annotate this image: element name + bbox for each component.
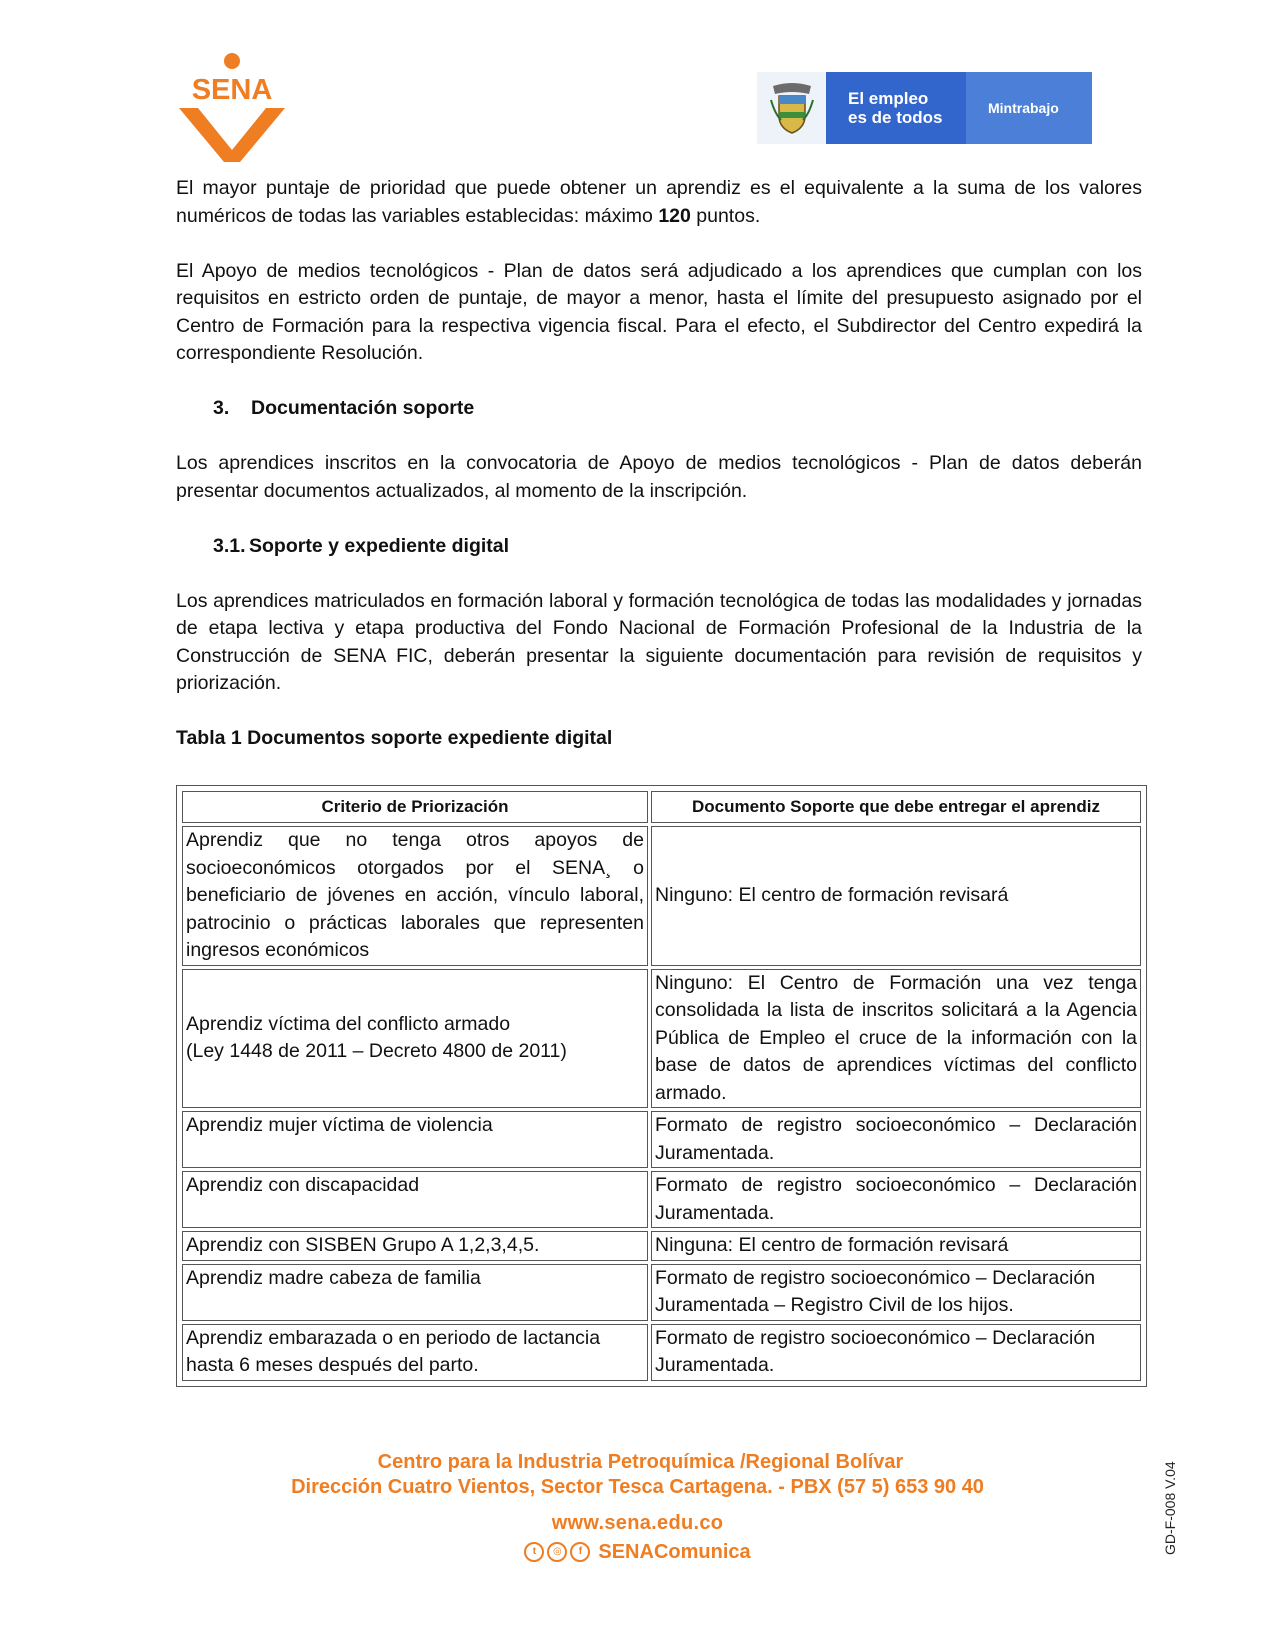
table-cell-criterion: Aprendiz con discapacidad bbox=[182, 1171, 648, 1228]
footer-social bbox=[0, 1539, 1275, 1565]
paragraph-text: puntos. bbox=[690, 204, 761, 227]
section-heading-3-1 bbox=[176, 533, 1142, 561]
table-cell-document: Ninguno: El centro de formación revisará bbox=[651, 826, 1141, 966]
social-handle[interactable]: SENAComunica bbox=[598, 1541, 751, 1563]
table-cell-criterion: Aprendiz que no tenga otros apoyos de socioeconómicos otorgados por el SENA¸ o beneficiario de jóvenes en acción, vínculo laboral, patrocinio o prácticas laborales que representen ingresos económicos bbox=[182, 826, 648, 966]
table-header-document: Documento Soporte que debe entregar el aprendiz bbox=[651, 791, 1141, 823]
sena-logo-icon bbox=[176, 52, 288, 164]
table-row bbox=[182, 969, 1141, 1109]
criterion-line: Aprendiz víctima del conflicto armado bbox=[186, 1012, 511, 1035]
colombia-crest-icon bbox=[757, 72, 826, 144]
section-number: 3. bbox=[213, 397, 230, 419]
instagram-icon[interactable]: ◎ bbox=[547, 1542, 567, 1562]
paragraph-text: El mayor puntaje de prioridad que puede obtener un aprendiz es el equivalente a la suma de los valores numéricos de todas las variables establecidas: máximo bbox=[176, 177, 1142, 227]
table-header-row bbox=[182, 791, 1141, 823]
section-heading-3 bbox=[176, 395, 1142, 423]
paragraph-documents: Los aprendices inscritos en la convocatoria de Apoyo de medios tecnológicos - Plan de datos deberán presentar documentos actualizados, al momento de la inscripción. bbox=[176, 452, 1142, 502]
table-cell-criterion: Aprendiz embarazada o en periodo de lactancia hasta 6 meses después del parto. bbox=[182, 1324, 648, 1381]
table-cell-criterion: Aprendiz mujer víctima de violencia bbox=[182, 1111, 648, 1168]
government-banner bbox=[757, 72, 1092, 144]
table-cell-criterion: Aprendiz con SISBEN Grupo A 1,2,3,4,5. bbox=[182, 1231, 648, 1261]
table-header-criterion: Criterio de Priorización bbox=[182, 791, 648, 823]
slogan-line-2: es de todos bbox=[848, 108, 943, 127]
sena-logo bbox=[176, 52, 288, 164]
slogan-line-1: El empleo bbox=[848, 89, 929, 108]
ministry-label: Mintrabajo bbox=[966, 72, 1092, 144]
table-row bbox=[182, 1264, 1141, 1321]
facebook-icon[interactable]: f bbox=[570, 1542, 590, 1562]
max-score-value: 120 bbox=[658, 204, 691, 227]
table-cell-criterion: Aprendiz madre cabeza de familia bbox=[182, 1264, 648, 1321]
section-title: Soporte y expediente digital bbox=[249, 534, 510, 557]
table-row bbox=[182, 1171, 1141, 1228]
sena-logo-text: SENA bbox=[191, 74, 273, 106]
slogan-block bbox=[826, 72, 966, 144]
documents-table bbox=[176, 785, 1147, 1387]
section-title: Documentación soporte bbox=[251, 397, 475, 419]
table-cell-document: Formato de registro socioeconómico – Declaración Juramentada – Registro Civil de los hijos. bbox=[651, 1264, 1141, 1321]
table-row bbox=[182, 1324, 1141, 1381]
table-cell-document: Formato de registro socioeconómico – Declaración Juramentada. bbox=[651, 1111, 1141, 1168]
table-row bbox=[182, 826, 1141, 966]
footer-address: Dirección Cuatro Vientos, Sector Tesca Cartagena. - PBX (57 5) 653 90 40 bbox=[291, 1476, 984, 1498]
table-row bbox=[182, 1231, 1141, 1261]
table-cell-document: Formato de registro socioeconómico – Declaración Juramentada. bbox=[651, 1324, 1141, 1381]
table-cell-document: Ninguno: El Centro de Formación una vez tenga consolidada la lista de inscritos solicitará a la Agencia Pública de Empleo el cruce de la información con la base de datos de aprendices víctimas del conflicto armado. bbox=[651, 969, 1141, 1109]
twitter-icon[interactable]: t bbox=[524, 1542, 544, 1562]
table-cell-document: Ninguna: El centro de formación revisará bbox=[651, 1231, 1141, 1261]
table-cell-document: Formato de registro socioeconómico – Declaración Juramentada. bbox=[651, 1171, 1141, 1228]
document-body bbox=[176, 175, 1142, 753]
social-icons bbox=[524, 1542, 590, 1562]
footer-center-name: Centro para la Industria Petroquímica /Regional Bolívar bbox=[377, 1451, 904, 1473]
table-cell-criterion bbox=[182, 969, 648, 1109]
section-number: 3.1. bbox=[213, 534, 246, 557]
criterion-line: (Ley 1448 de 2011 – Decreto 4800 de 2011) bbox=[186, 1040, 567, 1063]
paragraph-max-score bbox=[176, 175, 1142, 230]
table-row bbox=[182, 1111, 1141, 1168]
paragraph-allocation: El Apoyo de medios tecnológicos - Plan de datos será adjudicado a los aprendices que cumplan con los requisitos en estricto orden de puntaje, de mayor a menor, hasta el límite del presupuesto asignado por el Centro de Formación para la respectiva vigencia fiscal. Para el efecto, el Subdirector del Centro expedirá la correspondiente Resolución. bbox=[176, 259, 1142, 364]
page-footer bbox=[0, 1450, 1275, 1565]
form-code: GD-F-008 V.04 bbox=[1162, 1461, 1178, 1555]
paragraph-enrolled: Los aprendices matriculados en formación laboral y formación tecnológica de todas las modalidades y jornadas de etapa lectiva y etapa productiva del Fondo Nacional de Formación Profesional de la Industria de la Construcción de SENA FIC, deberán presentar la siguiente documentación para revisión de requisitos y priorización. bbox=[176, 589, 1142, 694]
table-caption: Tabla 1 Documentos soporte expediente digital bbox=[176, 727, 613, 749]
footer-website-link[interactable]: www.sena.edu.co bbox=[551, 1512, 724, 1534]
